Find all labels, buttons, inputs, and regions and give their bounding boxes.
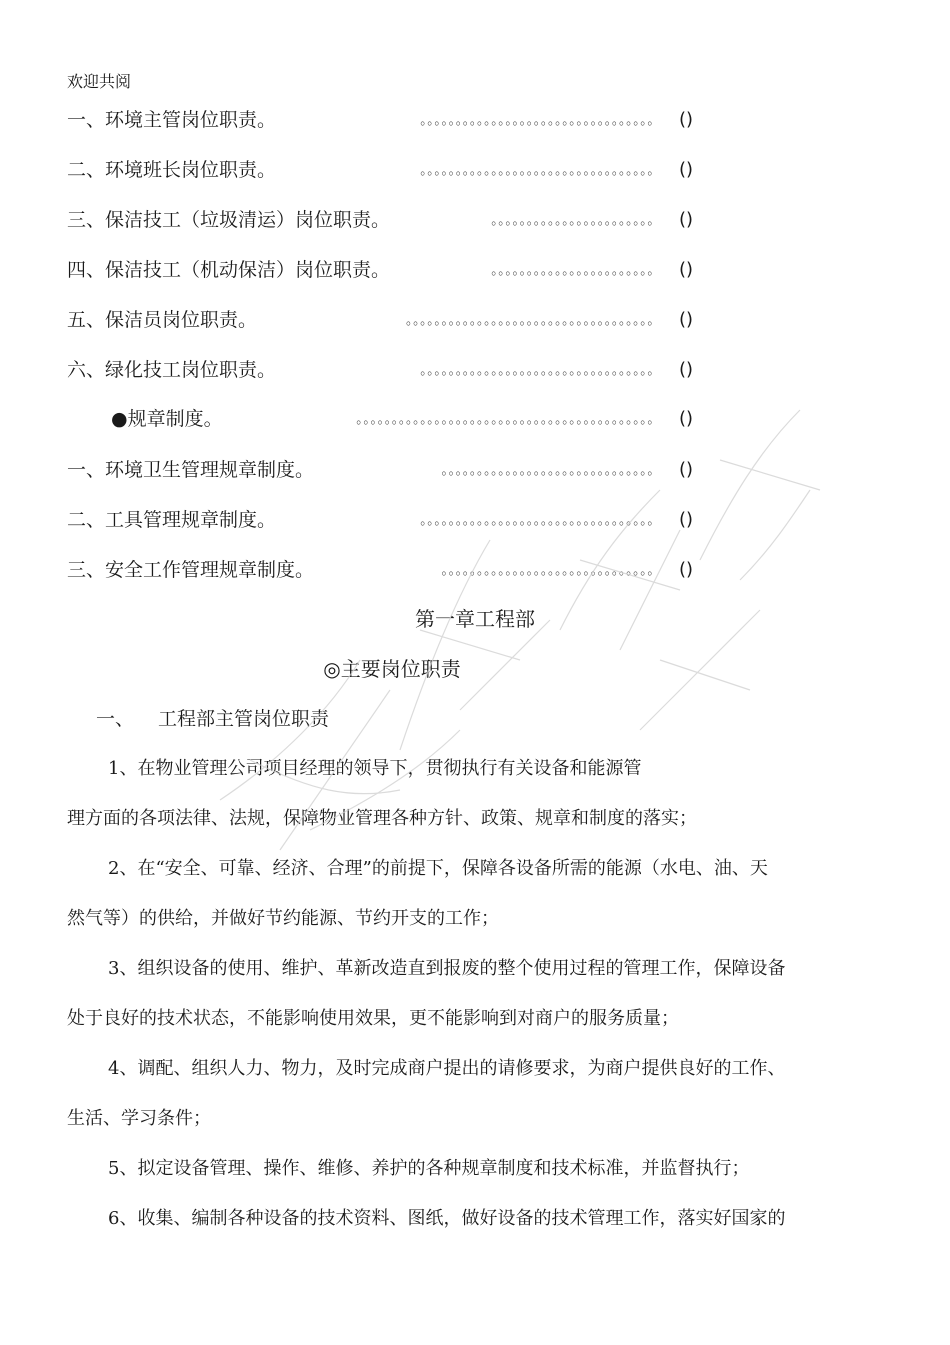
toc-page-ref: ()	[678, 509, 693, 530]
toc-label: 五、保洁员岗位职责。	[67, 309, 258, 331]
toc-label: 三、保洁技工（垃圾清运）岗位职责。	[67, 209, 391, 231]
toc-label: 二、工具管理规章制度。	[67, 509, 277, 531]
toc-row	[67, 507, 707, 533]
toc-page-ref: ()	[678, 309, 693, 330]
toc-leader-dots: 。。。。。。。。。。。。。。。。。。。。。。。。。。。。。。。。。	[420, 113, 661, 128]
body-line: 处于良好的技术状态，不能影响使用效果，更不能影响到对商户的服务质量；	[67, 1008, 679, 1029]
toc-leader-dots: 。。。。。。。。。。。。。。。。。。。。。。。。。。。。。。。。。	[420, 363, 661, 378]
toc-page-ref: ()	[678, 408, 693, 429]
toc-page-ref: ()	[678, 359, 693, 380]
toc-leader-dots: 。。。。。。。。。。。。。。。。。。。。。。。。。。。。。。。。。。。	[405, 313, 661, 328]
toc-leader-dots: 。。。。。。。。。。。。。。。。。。。。。。。	[491, 263, 661, 278]
toc-label: 一、环境主管岗位职责。	[67, 109, 277, 131]
toc-leader-dots: 。。。。。。。。。。。。。。。。。。。。。。。。。。。。。。。。。	[420, 513, 661, 528]
toc-label: 一、环境卫生管理规章制度。	[67, 459, 315, 481]
toc-leader-dots: 。。。。。。。。。。。。。。。。。。。。。。。。。。。。。。。。。	[420, 163, 661, 178]
chapter-title: 第一章工程部	[415, 607, 535, 631]
toc-row	[67, 406, 707, 432]
toc-page-ref: ()	[678, 459, 693, 480]
toc-page-ref: ()	[678, 109, 693, 130]
body-line: 5、拟定设备管理、操作、维修、养护的各种规章制度和技术标准，并监督执行；	[108, 1158, 750, 1179]
section-title: ◎主要岗位职责	[323, 657, 461, 681]
header-note: 欢迎共阅	[67, 72, 132, 91]
toc-page-ref: ()	[678, 559, 693, 580]
toc-leader-dots: 。。。。。。。。。。。。。。。。。。。。。。。。。。。。。。。。。。。。。。。。。。	[356, 412, 661, 427]
subsection-title: 工程部主管岗位职责	[158, 708, 330, 730]
toc-row	[67, 107, 707, 133]
body-line: 理方面的各项法律、法规，保障物业管理各种方针、政策、规章和制度的落实；	[67, 808, 697, 829]
toc-row	[67, 307, 707, 333]
body-line: 4、调配、组织人力、物力，及时完成商户提出的请修要求，为商户提供良好的工作、	[108, 1058, 786, 1079]
subsection-heading	[96, 706, 329, 732]
body-line: 3、组织设备的使用、维护、革新改造直到报废的整个使用过程的管理工作，保障设备	[108, 958, 786, 979]
toc-label: 三、安全工作管理规章制度。	[67, 559, 315, 581]
toc-label: 六、绿化技工岗位职责。	[67, 359, 277, 381]
body-line: 1、在物业管理公司项目经理的领导下，贯彻执行有关设备和能源管	[108, 758, 642, 779]
body-line: 6、收集、编制各种设备的技术资料、图纸，做好设备的技术管理工作，落实好国家的	[108, 1208, 786, 1229]
toc-label: ●规章制度。	[111, 408, 223, 430]
toc-page-ref: ()	[678, 259, 693, 280]
body-line: 2、在“安全、可靠、经济、合理”的前提下，保障各设备所需的能源（水电、油、天	[108, 858, 768, 879]
toc-page-ref: ()	[678, 209, 693, 230]
toc-page-ref: ()	[678, 159, 693, 180]
toc-row	[67, 207, 707, 233]
toc-leader-dots: 。。。。。。。。。。。。。。。。。。。。。。。	[491, 213, 661, 228]
toc-row	[67, 457, 707, 483]
toc-label: 四、保洁技工（机动保洁）岗位职责。	[67, 259, 391, 281]
subsection-number: 一、	[96, 708, 135, 730]
toc-row	[67, 357, 707, 383]
body-line: 然气等）的供给，并做好节约能源、节约开支的工作；	[67, 908, 499, 929]
toc-label: 二、环境班长岗位职责。	[67, 159, 277, 181]
toc-row	[67, 257, 707, 283]
body-line: 生活、学习条件；	[67, 1108, 211, 1129]
toc-leader-dots: 。。。。。。。。。。。。。。。。。。。。。。。。。。。。。。	[441, 563, 661, 578]
toc-leader-dots: 。。。。。。。。。。。。。。。。。。。。。。。。。。。。。。	[441, 463, 661, 478]
toc-row	[67, 557, 707, 583]
toc-row	[67, 157, 707, 183]
